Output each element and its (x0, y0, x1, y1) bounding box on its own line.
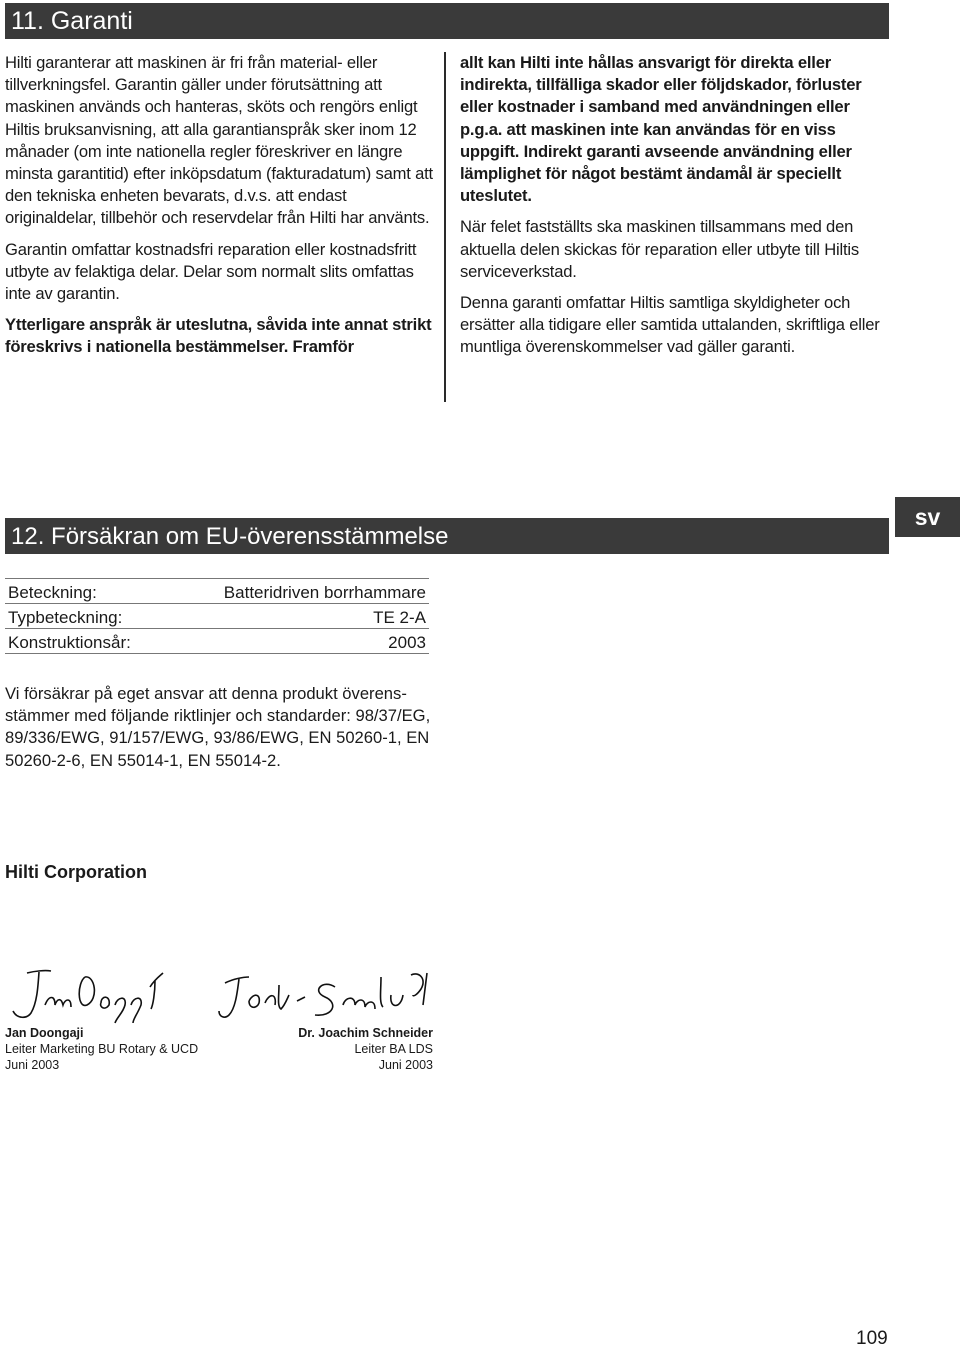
warranty-paragraph-2: Garantin omfattar kostnadsfri reparation eller kostnadsfritt utbyte av felaktiga delar. Delar som normalt slits omfattas inte av garantin. (5, 239, 417, 304)
warranty-right-column (460, 52, 890, 368)
signer-right (235, 1025, 433, 1073)
conformity-declaration: Vi försäkrar på eget ansvar att denna produkt överens-stämmer med följande riktlinjer och standarder: 98/37/EG, 89/336/EWG, 91/157/EWG, 93/86/EWG, EN 50260-1, EN 50260-2-6, EN 55014-1, EN 55014-2. (5, 684, 431, 770)
warranty-exclusion-part-1: Ytterligare anspråk är uteslutna, såvida inte annat strikt föreskrivs i nationella bestämmelser. Framför (5, 315, 432, 357)
warranty-paragraph-1: Hilti garanterar att maskinen är fri från material- eller tillverkningsfel. Garantin gäller under förutsättning att maskinen används och hanteras, sköts och rengörs enligt Hiltis bruksanvisning, att alla garantianspråk sker inom 12 månader (om inte nationella regler föreskriver en längre minsta garantitid) efter inköpsdatum (fakturadatum) samt att den tekniska enheten bevarats, d.v.s. att endast originaldelar, tillbehör och reservdelar från Hilti har använts. (5, 53, 433, 228)
column-divider (444, 52, 446, 402)
row-label: Typbeteckning: (8, 608, 123, 627)
table-row (5, 629, 429, 654)
warranty-paragraph-4: Denna garanti omfattar Hiltis samtliga skyldigheter och ersätter alla tidigare eller samtida uttalanden, skriftliga eller muntliga överenskommelser vad gäller garanti. (460, 293, 880, 357)
row-label: Konstruktionsår: (8, 633, 131, 652)
signature-joachim-schneider (215, 965, 435, 1027)
company-name: Hilti Corporation (5, 862, 147, 882)
signer-name: Jan Doongaji (5, 1026, 84, 1040)
signer-date: Juni 2003 (378, 1058, 433, 1072)
signature-jan-doongaji (5, 965, 175, 1027)
signer-left (5, 1025, 198, 1073)
section-12-heading: 12. Försäkran om EU-överensstämmelse (5, 518, 889, 554)
table-row (5, 579, 429, 604)
row-value: Batteridriven borrhammare (223, 583, 426, 602)
language-tab: sv (895, 497, 960, 537)
warranty-exclusion-part-2: allt kan Hilti inte hållas ansvarigt för direkta eller indirekta, tillfälliga skador eller följdskador, förluster eller kostnader i samband med användningen eller p.g.a. att maskinen inte kan användas för en viss uppgift. Indirekt garanti avseende användning eller lämplighet för något bestämt ändamål är speciellt uteslutet. (460, 53, 862, 206)
product-info-table (5, 578, 429, 654)
page-number: 109 (856, 1328, 888, 1349)
warranty-left-column (5, 52, 435, 368)
signer-name: Dr. Joachim Schneider (298, 1026, 433, 1040)
warranty-paragraph-3: När felet fastställts ska maskinen tillsammans med den aktuella delen skickas för reparation eller utbyte till Hiltis serviceverkstad. (460, 217, 859, 281)
row-value: TE 2-A (373, 608, 426, 627)
signer-role: Leiter BA LDS (354, 1042, 433, 1056)
signer-role: Leiter Marketing BU Rotary & UCD (5, 1042, 199, 1056)
section-11-heading: 11. Garanti (5, 3, 889, 39)
row-value: 2003 (388, 633, 426, 652)
table-row (5, 604, 429, 629)
signer-date: Juni 2003 (5, 1058, 60, 1072)
row-label: Beteckning: (8, 583, 97, 602)
